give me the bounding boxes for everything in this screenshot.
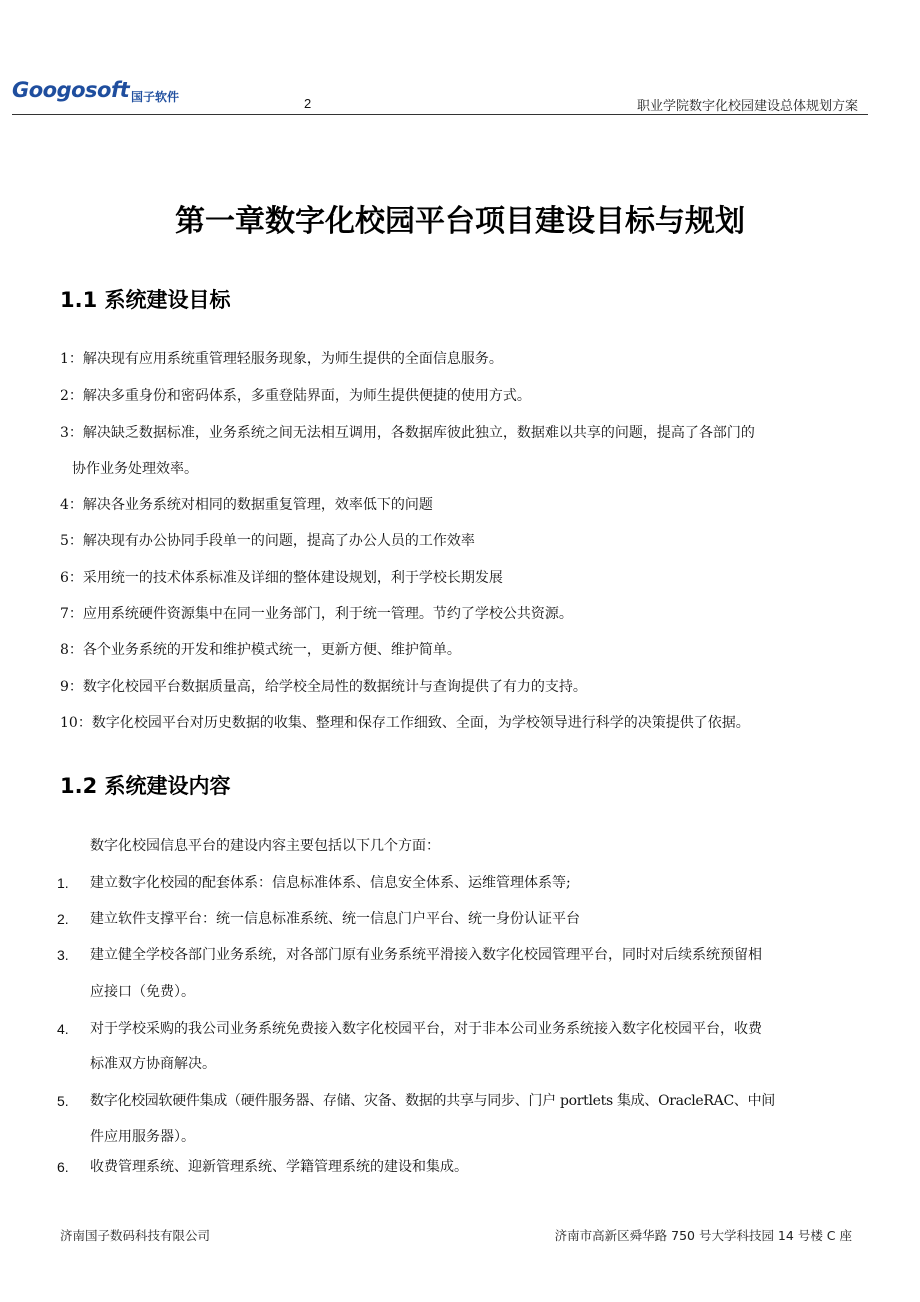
footer-address: 济南市高新区舜华路 750 号大学科技园 14 号楼 C 座 — [554, 1228, 852, 1243]
list-item-number: 6. — [57, 1159, 69, 1175]
goal-item: 3：解决缺乏数据标准，业务系统之间无法相互调用，各数据库彼此独立，数据难以共享的问题，提高了各部门的 — [60, 425, 755, 441]
footer-company: 济南国子数码科技有限公司 — [60, 1228, 211, 1243]
goal-item: 9：数字化校园平台数据质量高，给学校全局性的数据统计与查询提供了有力的支持。 — [60, 679, 587, 695]
goal-item: 7：应用系统硬件资源集中在同一业务部门，利于统一管理。节约了学校公共资源。 — [60, 606, 573, 622]
content-item-continuation: 标准双方协商解决。 — [90, 1056, 216, 1072]
goal-item: 5：解决现有办公协同手段单一的问题，提高了办公人员的工作效率 — [60, 533, 475, 549]
goal-item: 8：各个业务系统的开发和维护模式统一，更新方便、维护简单。 — [60, 642, 461, 658]
section-heading-goals: 1.1 系统建设目标 — [60, 288, 231, 312]
content-item: 对于学校采购的我公司业务系统免费接入数字化校园平台，对于非本公司业务系统接入数字化校园平台，收费 — [90, 1021, 762, 1037]
company-logo: Googosoft — [12, 78, 130, 102]
goal-item-continuation: 协作业务处理效率。 — [72, 461, 198, 477]
content-item: 建立健全学校各部门业务系统，对各部门原有业务系统平滑接入数字化校园管理平台，同时对后续系统预留相 — [90, 947, 762, 963]
list-item-number: 5. — [57, 1093, 69, 1109]
goal-item: 4：解决各业务系统对相同的数据重复管理，效率低下的问题 — [60, 497, 433, 513]
goal-item: 1：解决现有应用系统重管理轻服务现象，为师生提供的全面信息服务。 — [60, 351, 503, 367]
goal-item: 10：数字化校园平台对历史数据的收集、整理和保存工作细致、全面，为学校领导进行科学的决策提供了依据。 — [60, 715, 750, 731]
goal-item: 2：解决多重身份和密码体系，多重登陆界面，为师生提供便捷的使用方式。 — [60, 388, 531, 404]
list-item-number: 1. — [57, 875, 69, 891]
section-intro: 数字化校园信息平台的建设内容主要包括以下几个方面： — [90, 838, 440, 854]
list-item-number: 2. — [57, 911, 69, 927]
list-item-number: 3. — [57, 947, 69, 963]
document-title: 职业学院数字化校园建设总体规划方案 — [636, 99, 858, 114]
content-item: 建立数字化校园的配套体系：信息标准体系、信息安全体系、运维管理体系等; — [90, 875, 571, 891]
page-number: 2 — [304, 96, 312, 111]
list-item-number: 4. — [57, 1021, 69, 1037]
content-item-continuation: 件应用服务器）。 — [90, 1129, 195, 1145]
content-item: 收费管理系统、迎新管理系统、学籍管理系统的建设和集成。 — [90, 1159, 468, 1175]
content-item-continuation: 应接口（免费）。 — [90, 984, 195, 1000]
page-header — [12, 78, 868, 118]
content-item: 数字化校园软硬件集成（硬件服务器、存储、灾备、数据的共享与同步、门户 portlets 集成、OracleRAC、中间 — [90, 1093, 775, 1109]
section-heading-contents: 1.2 系统建设内容 — [60, 774, 231, 798]
content-item: 建立软件支撑平台：统一信息标准系统、统一信息门户平台、统一身份认证平台 — [90, 911, 580, 927]
chapter-title: 第一章数字化校园平台项目建设目标与规划 — [175, 204, 745, 239]
company-logo-cn: 国子软件 — [131, 90, 180, 104]
goal-item: 6：采用统一的技术体系标准及详细的整体建设规划，利于学校长期发展 — [60, 570, 503, 586]
header-divider — [12, 114, 868, 115]
